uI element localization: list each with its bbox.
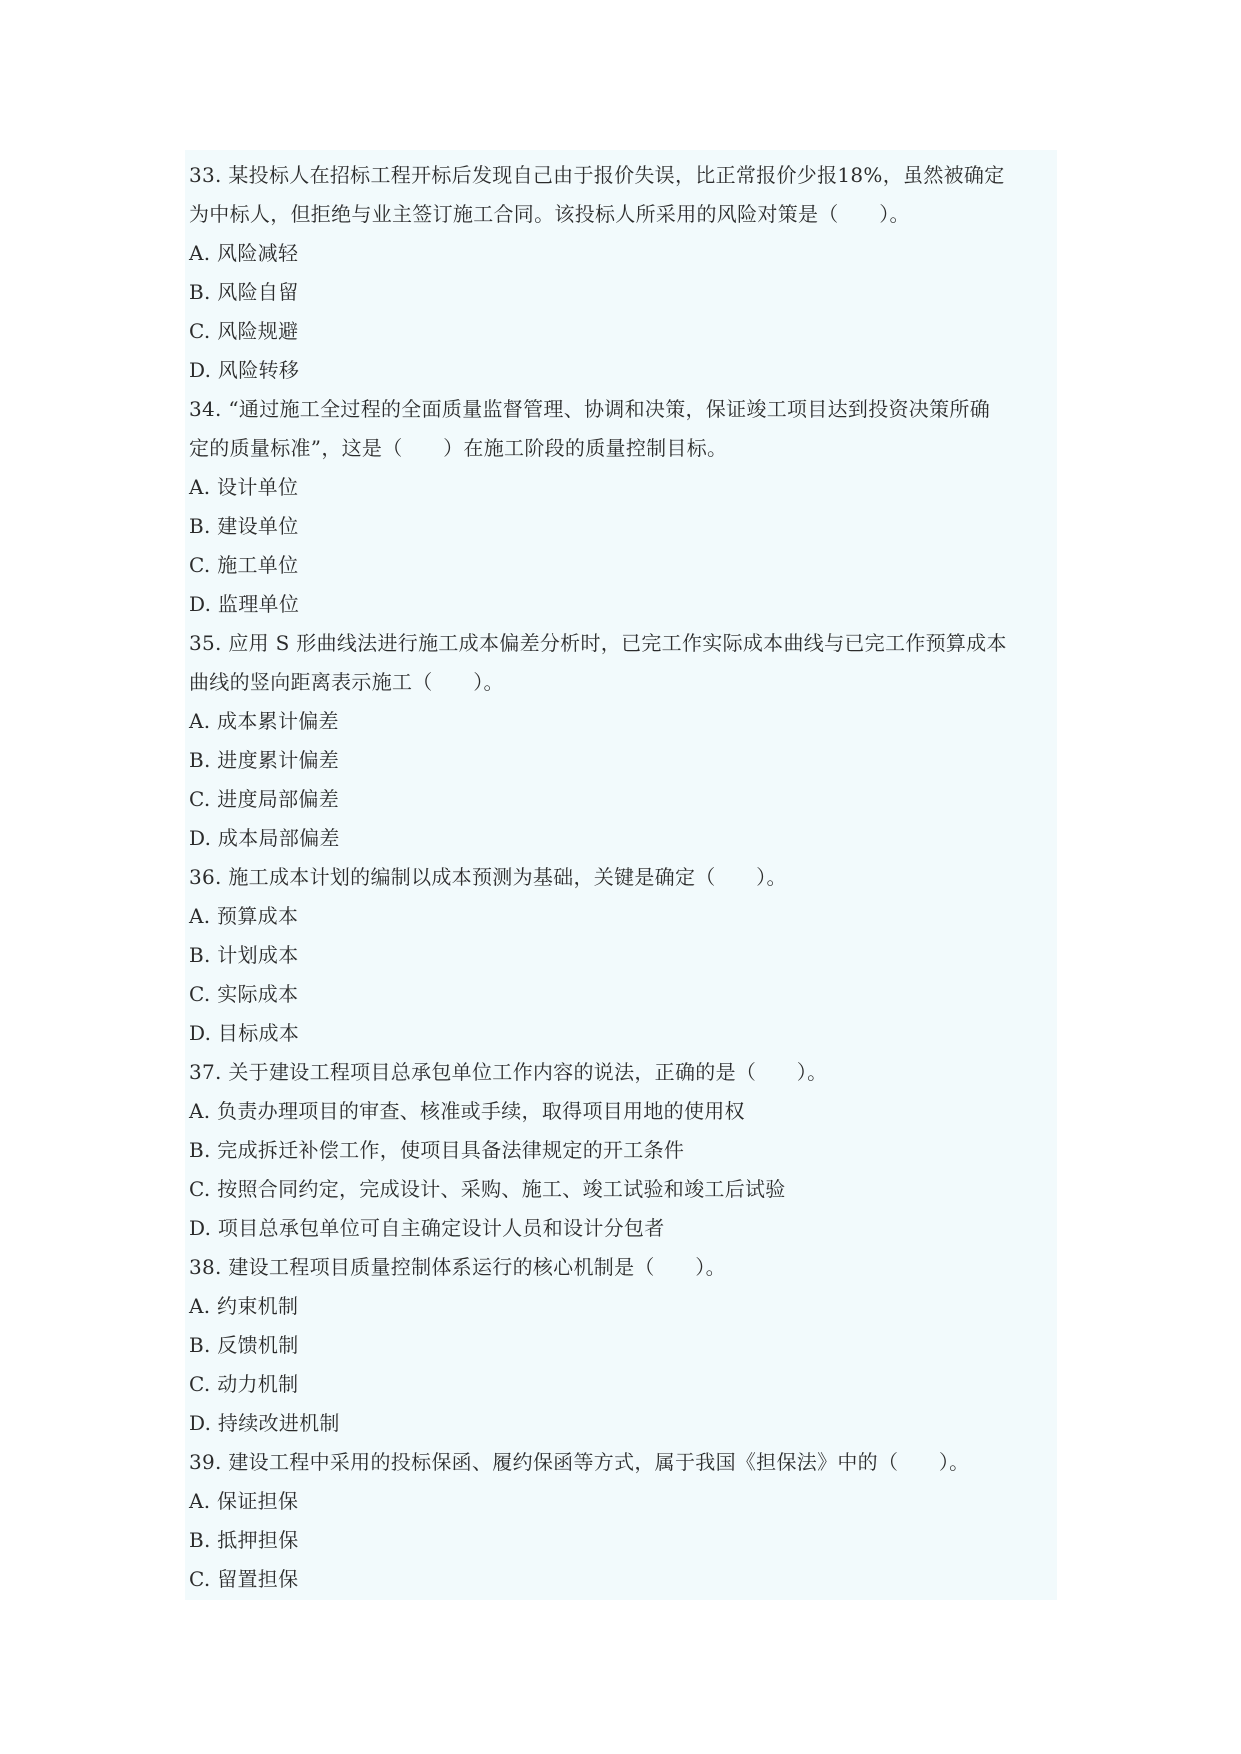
question-36-text: 36. 施工成本计划的编制以成本预测为基础，关键是确定（ ）。 — [189, 865, 787, 889]
question-33-option-b: B. 风险自留 — [189, 280, 299, 304]
question-33-option-d: D. 风险转移 — [189, 358, 300, 382]
question-34-option-c: C. 施工单位 — [189, 553, 299, 577]
question-38-option-a: A. 约束机制 — [189, 1294, 299, 1318]
question-35-option-a: A. 成本累计偏差 — [189, 709, 339, 733]
question-33-option-c: C. 风险规避 — [189, 319, 299, 343]
question-38-option-b: B. 反馈机制 — [189, 1333, 299, 1357]
question-33-text-line-2: 为中标人，但拒绝与业主签订施工合同。该投标人所采用的风险对策是（ ）。 — [189, 202, 910, 226]
question-37-text: 37. 关于建设工程项目总承包单位工作内容的说法，正确的是（ ）。 — [189, 1060, 828, 1084]
question-34-text-line-2: 定的质量标准”，这是（ ）在施工阶段的质量控制目标。 — [189, 436, 728, 460]
question-37-option-c: C. 按照合同约定，完成设计、采购、施工、竣工试验和竣工后试验 — [189, 1177, 786, 1201]
question-39-text: 39. 建设工程中采用的投标保函、履约保函等方式，属于我国《担保法》中的（ ）。 — [189, 1450, 970, 1474]
question-38-option-d: D. 持续改进机制 — [189, 1411, 340, 1435]
question-35-text-line-1: 35. 应用 S 形曲线法进行施工成本偏差分析时，已完工作实际成本曲线与已完工作预算成本 — [189, 631, 1007, 655]
question-39-option-a: A. 保证担保 — [189, 1489, 299, 1513]
question-36-option-b: B. 计划成本 — [189, 943, 299, 967]
question-37-option-d: D. 项目总承包单位可自主确定设计人员和设计分包者 — [189, 1216, 665, 1240]
question-34-option-b: B. 建设单位 — [189, 514, 299, 538]
question-35-option-d: D. 成本局部偏差 — [189, 826, 340, 850]
question-34-option-d: D. 监理单位 — [189, 592, 300, 616]
question-33-text-line-1: 33. 某投标人在招标工程开标后发现自己由于报价失误，比正常报价少报18%，虽然被确定 — [189, 163, 1005, 187]
question-36-option-d: D. 目标成本 — [189, 1021, 300, 1045]
question-33-option-a: A. 风险减轻 — [189, 241, 299, 265]
question-38-text: 38. 建设工程项目质量控制体系运行的核心机制是（ ）。 — [189, 1255, 726, 1279]
question-35-option-c: C. 进度局部偏差 — [189, 787, 340, 811]
question-34-text-line-1: 34. “通过施工全过程的全面质量监督管理、协调和决策，保证竣工项目达到投资决策所确 — [189, 397, 990, 421]
question-35-option-b: B. 进度累计偏差 — [189, 748, 340, 772]
question-38-option-c: C. 动力机制 — [189, 1372, 299, 1396]
question-37-option-b: B. 完成拆迁补偿工作，使项目具备法律规定的开工条件 — [189, 1138, 685, 1162]
question-39-option-b: B. 抵押担保 — [189, 1528, 299, 1552]
question-34-option-a: A. 设计单位 — [189, 475, 299, 499]
question-37-option-a: A. 负责办理项目的审查、核准或手续，取得项目用地的使用权 — [189, 1099, 745, 1123]
question-39-option-c: C. 留置担保 — [189, 1567, 299, 1591]
question-35-text-line-2: 曲线的竖向距离表示施工（ ）。 — [189, 670, 504, 694]
question-36-option-c: C. 实际成本 — [189, 982, 299, 1006]
question-36-option-a: A. 预算成本 — [189, 904, 299, 928]
